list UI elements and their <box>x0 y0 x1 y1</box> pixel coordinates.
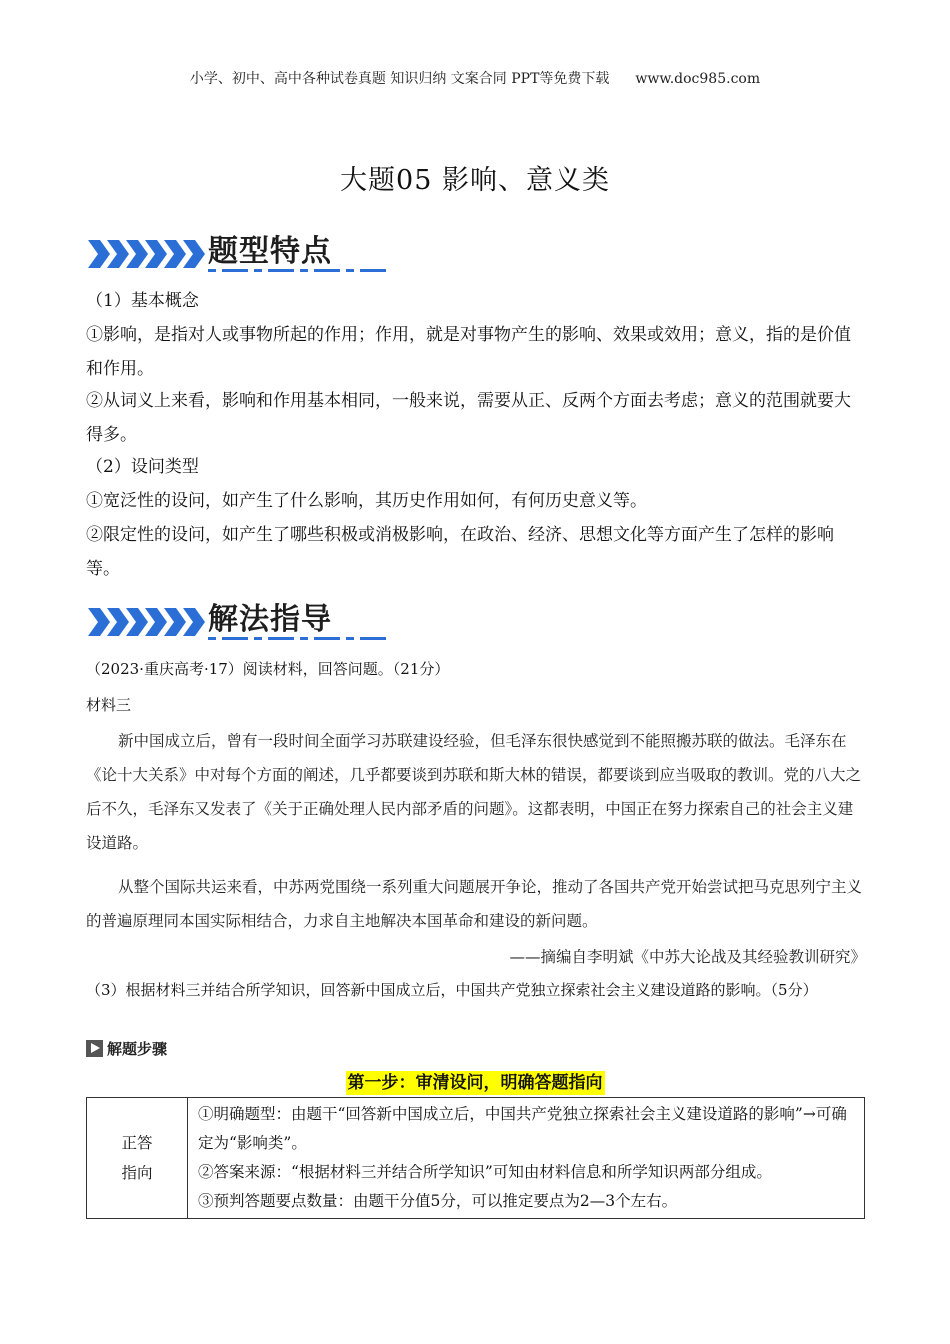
list-item: ①明确题型：由题干“回答新中国成立后，中国共产党独立探索社会主义建设道路的影响”→可确定为“影响类”。 <box>198 1105 847 1152</box>
step1-title-text: 第一步：审清设问，明确答题指向 <box>347 1073 603 1093</box>
answer-direction-table <box>86 1097 865 1219</box>
page-title: 大题05 影响、意义类 <box>340 165 610 196</box>
question-source: （2023·重庆高考·17）阅读材料，回答问题。（21分） <box>86 660 450 678</box>
list-item: ③预判答题要点数量：由题干分值5分，可以推定要点为2—3个左右。 <box>198 1192 678 1210</box>
question-type-heading: （2）设问类型 <box>86 457 199 477</box>
row-content <box>188 1098 865 1219</box>
question-prompt: （3）根据材料三并结合所学知识，回答新中国成立后，中国共产党独立探索社会主义建设道路的影响。（5分） <box>86 981 818 999</box>
table-row <box>87 1098 865 1219</box>
list-item: ②答案来源：“根据材料三并结合所学知识”可知由材料信息和所学知识两部分组成。 <box>198 1163 772 1181</box>
row-label-line-2: 指向 <box>121 1164 153 1182</box>
concept-paragraph-1: ①影响，是指对人或事物所起的作用；作用，就是对事物产生的影响、效果或效用；意义，指的是价值和作用。 <box>86 325 851 379</box>
material-paragraph-2: 从整个国际共运来看，中苏两党围绕一系列重大问题展开争论，推动了各国共产党开始尝试把马克思列宁主义的普遍原理同本国实际相结合，力求自主地解决本国革命和建设的新问题。 <box>86 878 863 930</box>
type-paragraph-1: ①宽泛性的设问，如产生了什么影响，其历史作用如何，有何历史意义等。 <box>86 491 647 511</box>
type-paragraph-2: ②限定性的设问，如产生了哪些积极或消极影响，在政治、经济、思想文化等方面产生了怎样的影响等。 <box>86 525 834 579</box>
concept-paragraph-2: ②从词义上来看，影响和作用基本相同，一般来说，需要从正、反两个方面去考虑；意义的范围就要大得多。 <box>86 391 851 445</box>
basic-concept-heading: （1）基本概念 <box>86 291 199 311</box>
page-header <box>0 68 950 88</box>
header-url[interactable]: www.doc985.com <box>635 71 761 87</box>
row-label-line-1: 正答 <box>121 1134 153 1152</box>
chevrons-icon <box>88 240 206 268</box>
solution-steps-label <box>86 1038 167 1059</box>
banner-label: 解法指导 <box>208 602 332 637</box>
section-banner-features <box>88 228 408 278</box>
header-text: 小学、初中、高中各种试卷真题 知识归纳 文案合同 PPT等免费下载 <box>189 71 610 87</box>
row-label <box>87 1098 188 1219</box>
material-paragraph-1: 新中国成立后，曾有一段时间全面学习苏联建设经验，但毛泽东很快感觉到不能照搬苏联的做法。毛泽东在《论十大关系》中对每个方面的阐述，几乎都要谈到苏联和斯大林的错误，都要谈到应当吸取的教训。党的八大之后不久，毛泽东又发表了《关于正确处理人民内部矛盾的问题》。这都表明，中国正在努力探索自己的社会主义建设道路。 <box>86 732 862 852</box>
material-label: 材料三 <box>86 696 132 714</box>
step1-title <box>0 1068 950 1093</box>
section-banner-method <box>88 596 408 646</box>
dash-underline <box>208 268 398 274</box>
chevrons-icon <box>88 608 206 636</box>
play-icon <box>86 1040 103 1057</box>
steps-label-text: 解题步骤 <box>107 1040 168 1058</box>
material-citation: ——摘编自李明斌《中苏大论战及其经验教训研究》 <box>509 948 866 966</box>
dash-underline <box>208 636 398 642</box>
banner-label: 题型特点 <box>208 234 332 269</box>
